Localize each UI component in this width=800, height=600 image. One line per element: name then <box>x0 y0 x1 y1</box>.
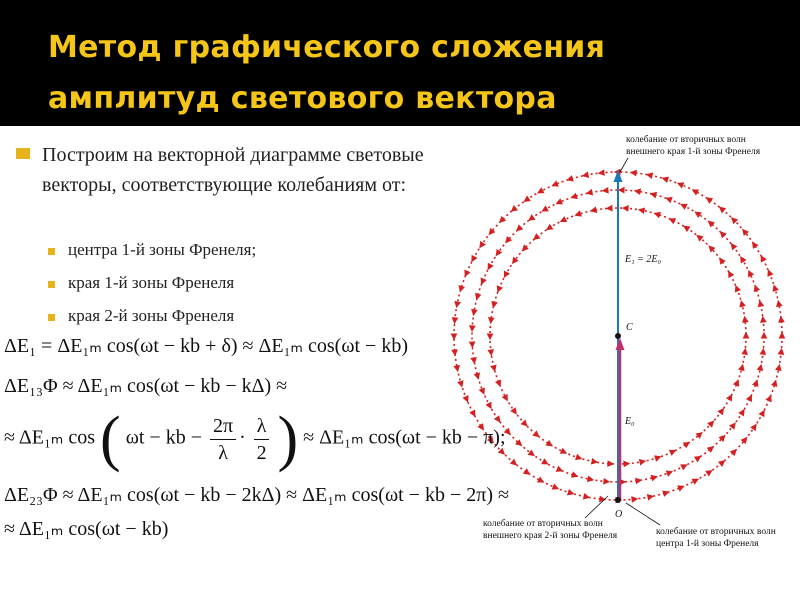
circle-arrow-icon <box>630 170 637 177</box>
circle-arrow-icon <box>739 300 746 307</box>
circle-arrow-icon <box>677 182 684 188</box>
circle-arrow-icon <box>481 277 487 284</box>
circle-arrow-icon <box>719 207 726 214</box>
circle-arrow-icon <box>521 419 528 426</box>
title-line-2: амплитуд светового вектора <box>48 81 557 116</box>
circle-arrow-icon <box>607 460 614 467</box>
circle-arrow-icon <box>560 216 568 222</box>
intro-text: Построим на векторной диаграмме световые векторы, соответствующие колебаниям от: <box>42 144 424 196</box>
circle-arrow-icon <box>638 207 645 214</box>
label-bottom-right-2: центра 1-й зоны Френеля <box>656 539 759 549</box>
circle-arrow-icon <box>575 454 582 460</box>
circle-arrow-icon <box>462 395 468 402</box>
circle-arrow-icon <box>505 236 512 243</box>
circle-arrow-icon <box>776 300 783 307</box>
circle-arrow-icon <box>591 458 598 465</box>
circle-arrow-icon <box>504 271 510 279</box>
circle-arrow-icon <box>779 332 786 339</box>
circle-arrow-icon <box>479 241 486 248</box>
circle-arrow-icon <box>522 244 529 251</box>
circle-arrow-icon <box>603 478 610 485</box>
circle-arrow-icon <box>750 424 757 431</box>
circle-arrow-icon <box>457 380 463 387</box>
circle-arrow-icon <box>464 270 470 277</box>
circle-arrow-icon <box>717 408 724 415</box>
circle-arrow-icon <box>726 394 732 402</box>
circle-arrow-icon <box>528 214 535 221</box>
label-o: O <box>615 509 623 520</box>
circle-arrow-icon <box>707 446 714 453</box>
circle-arrow-icon <box>453 365 460 372</box>
circle-arrow-icon <box>738 409 744 416</box>
circle-arrow-icon <box>469 341 476 348</box>
circle-arrow-icon <box>489 228 496 235</box>
circle-arrow-icon <box>499 216 506 223</box>
list-item-edge-zone1: края 1-й зоны Френеля <box>68 273 235 292</box>
circle-arrow-icon <box>758 300 765 307</box>
circle-arrow-icon <box>532 430 539 437</box>
circle-arrow-icon <box>669 450 677 456</box>
circle-arrow-icon <box>491 301 498 308</box>
circle-arrow-icon <box>582 171 589 178</box>
e0-arrowhead-icon <box>616 338 625 350</box>
circle-arrow-icon <box>537 187 545 193</box>
circle-arrow-icon <box>760 316 767 323</box>
equation-4: ΔE₂₃Φ ≈ ΔE₁ₘ cos(ωt − kb − 2kΔ) ≈ ΔE₁ₘ cos(ωt − kb − 2π) ≈ <box>4 484 509 506</box>
equation-1: ΔE₁ = ΔE₁ₘ cos(ωt − kb + δ) ≈ ΔE₁ₘ cos(ωt − kb) <box>4 335 408 357</box>
circle-arrow-icon <box>647 494 654 501</box>
label-top-1: колебание от вторичных волн <box>626 135 746 145</box>
leader-bottom-right <box>626 503 660 525</box>
circle-arrow-icon <box>546 224 553 230</box>
equation-5: ≈ ΔE₁ₘ cos(ωt − kb) <box>4 518 169 540</box>
circle-arrow-icon <box>746 395 752 403</box>
label-bottom-right-1: колебание от вторичных волн <box>656 527 776 537</box>
circle-arrow-icon <box>651 475 658 482</box>
circle-arrow-icon <box>720 231 727 238</box>
circle-arrow-icon <box>606 205 613 212</box>
circle-arrow-icon <box>775 364 782 371</box>
circle-arrow-icon <box>758 410 764 418</box>
circle-arrow-icon <box>654 455 661 461</box>
circle-arrow-icon <box>479 387 485 394</box>
frac-num-2pi: 2π <box>210 413 236 440</box>
circle-arrow-icon <box>451 349 458 356</box>
circle-arrow-icon <box>631 496 638 503</box>
label-e0: E₀ <box>625 416 635 427</box>
label-bottom-left-1: колебание от вторичных волн <box>483 519 603 529</box>
circle-arrow-icon <box>471 255 477 263</box>
circle-arrow-icon <box>469 325 476 332</box>
circle-arrow-icon <box>665 197 672 203</box>
circle-arrow-icon <box>470 357 477 364</box>
leader-top <box>620 158 628 172</box>
circle-arrow-icon <box>556 466 564 472</box>
circle-arrow-icon <box>735 285 741 292</box>
circle-arrow-icon <box>586 189 593 196</box>
label-c: C <box>626 322 633 333</box>
circle-arrow-icon <box>743 332 750 339</box>
equation-3: ≈ ΔE₁ₘ cos ( ωt − kb − $\frac{2\pi}{\lambda}$ · $\frac{\lambda}{2}$ ) ≈ ΔE₁ₘ cos(ωt − kb − π); <box>4 405 506 473</box>
circle-arrow-icon <box>772 284 778 291</box>
circle-arrow-icon <box>454 301 461 308</box>
equation-3-end: ≈ ΔE₁ₘ cos(ωt − kb − π); <box>303 426 506 449</box>
circle-arrow-icon <box>541 205 548 211</box>
circle-arrow-icon <box>598 169 605 176</box>
circle-arrow-icon <box>512 257 519 264</box>
circle-arrow-icon <box>759 348 766 355</box>
circle-arrow-icon <box>490 365 497 372</box>
circle-arrow-icon <box>718 460 725 467</box>
circle-arrow-icon <box>694 456 701 462</box>
circle-arrow-icon <box>654 212 661 218</box>
circle-arrow-icon <box>706 197 713 204</box>
circle-arrow-icon <box>487 349 494 356</box>
circle-arrow-icon <box>510 459 517 466</box>
circle-arrow-icon <box>497 285 503 292</box>
circle-arrow-icon <box>523 195 530 202</box>
circle-arrow-icon <box>669 218 677 224</box>
circle-arrow-icon <box>705 470 712 477</box>
circle-arrow-icon <box>587 476 594 483</box>
circle-arrow-icon <box>622 205 629 212</box>
circle-arrow-icon <box>650 192 657 199</box>
label-top-2: внешнего края 1-й зоны Френеля <box>626 147 761 157</box>
equation-3-mid: ωt − kb − <box>125 426 202 449</box>
circle-arrow-icon <box>680 204 688 210</box>
list-item-edge-zone2: края 2-й зоны Френеля <box>68 306 235 325</box>
circle-arrow-icon <box>778 348 785 355</box>
circle-arrow-icon <box>666 470 673 476</box>
frac-den-2: 2 <box>256 441 267 464</box>
circle-arrow-icon <box>496 249 503 256</box>
frac-den-lambda: λ <box>218 441 228 464</box>
circle-arrow-icon <box>778 316 785 323</box>
label-bottom-left-2: внешнего края 2-й зоны Френеля <box>483 531 618 541</box>
circle-arrow-icon <box>639 459 646 466</box>
equation-3-start: ≈ ΔE₁ₘ cos <box>4 426 96 449</box>
circle-arrow-icon <box>731 243 738 250</box>
point-c <box>615 333 621 339</box>
circle-arrow-icon <box>515 439 522 446</box>
circle-arrow-icon <box>683 226 690 232</box>
circle-arrow-icon <box>708 221 715 228</box>
circle-arrow-icon <box>567 489 574 495</box>
equation-2: ΔE₁₃Φ ≈ ΔE₁ₘ cos(ωt − kb − kΔ) ≈ <box>4 375 288 397</box>
circle-arrow-icon <box>552 483 559 489</box>
circle-arrow-icon <box>634 188 641 195</box>
circle-arrow-icon <box>754 285 760 292</box>
circle-arrow-icon <box>583 493 590 500</box>
circle-arrow-icon <box>471 309 478 316</box>
circle-arrow-icon <box>488 263 494 271</box>
list-item-center-zone1: центра 1-й зоны Френеля; <box>68 240 257 259</box>
label-e1: E₁ = 2E₀ <box>625 254 661 265</box>
circle-arrow-icon <box>574 210 581 216</box>
circle-arrow-icon <box>738 364 745 371</box>
title-line-1: Метод графического сложения <box>48 30 606 65</box>
circle-arrow-icon <box>474 372 480 379</box>
circle-arrow-icon <box>662 177 669 183</box>
circle-arrow-icon <box>541 458 548 464</box>
circle-arrow-icon <box>740 256 746 263</box>
circle-arrow-icon <box>451 333 458 340</box>
circle-arrow-icon <box>516 224 523 231</box>
circle-arrow-icon <box>730 449 737 456</box>
circle-arrow-icon <box>487 333 494 340</box>
circle-arrow-icon <box>623 461 630 468</box>
point-o <box>615 497 621 503</box>
circle-arrow-icon <box>719 257 726 264</box>
circle-arrow-icon <box>728 271 734 279</box>
circle-arrow-icon <box>602 187 609 194</box>
circle-arrow-icon <box>767 269 773 276</box>
frac-num-lambda: λ <box>254 413 270 440</box>
circle-arrow-icon <box>511 205 518 212</box>
circle-arrow-icon <box>452 317 459 324</box>
circle-arrow-icon <box>692 479 700 485</box>
circle-arrow-icon <box>742 316 749 323</box>
circle-arrow-icon <box>761 332 768 339</box>
leader-bottom-left <box>585 496 608 518</box>
circle-arrow-icon <box>741 348 748 355</box>
circle-arrow-icon <box>510 407 517 414</box>
circle-arrow-icon <box>533 233 540 240</box>
circle-arrow-icon <box>761 255 767 263</box>
circle-arrow-icon <box>757 364 764 371</box>
circle-arrow-icon <box>680 464 688 470</box>
circle-arrow-icon <box>765 395 771 402</box>
circle-arrow-icon <box>523 468 530 475</box>
circle-arrow-icon <box>646 172 653 179</box>
circle-arrow-icon <box>590 206 597 213</box>
circle-arrow-icon <box>752 379 758 386</box>
